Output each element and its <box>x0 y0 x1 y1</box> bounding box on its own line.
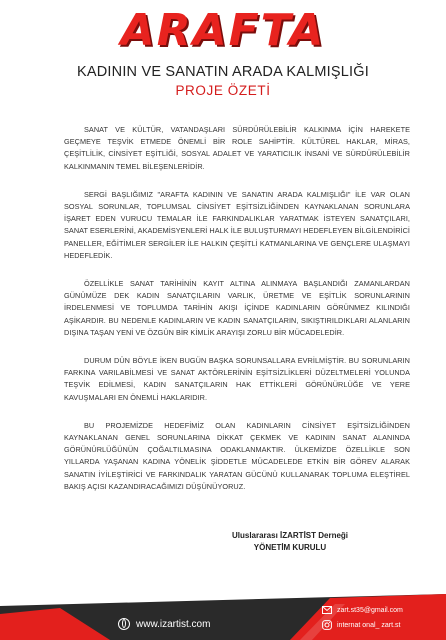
document-title: KADININ VE SANATIN ARADA KALMIŞLIĞI <box>77 64 369 80</box>
signature-board: YÖNETİM KURULU <box>253 543 327 552</box>
paragraph-1: SANAT VE KÜLTÜR, VATANDAŞLARI SÜRDÜRÜLEBİLİR KALKINMA İÇİN HAREKETE GEÇMEYE TEŞVİK ETMEDE ÖNEMLİ BİR ROLE SAHİPTİR. KÜLTÜREL HAKLAR, MİRAS, ÇEŞİTLİLİK, CİNSİYET EŞİTLİĞİ, SOSYAL ADALET VE YARATICILIK İNSANİ VE SÜRDÜRÜLEBİLİR KALKINMANIN TEMEL BİLEŞENLERİDİR. <box>64 125 410 171</box>
paragraph-5: BU PROJEMİZDE HEDEFİMİZ OLAN KADINLARIN CİNSİYET EŞİTSİZLİĞİNDEN KAYNAKLANAN GENEL SORUNLARINA DİKKAT ÇEKMEK VE KADININ SANAT ALANINDA GÖRÜNÜRLÜĞÜNÜN ÇOĞALTILMASINA ODAKLANMAKTIR. ÜLKEMİZDE ÖZELLİKLE SON YILLARDA YAŞANAN KADINA YÖNELİK ŞİDDETLE MÜCADELEDE ETKİN BİR GÖREV ALARAK SANATIN İYİLEŞTİRİCİ VE FARKINDALIK YARATAN GÜCÜNÜ KULLANARAK TOPLUMA ELEŞTİREL BAKIŞ AÇISI KAZANDIRACAĞIMIZI DÜŞÜNÜYORUZ. <box>64 420 410 491</box>
instagram-text: internat onal_ zart.st <box>337 621 401 629</box>
mail-icon <box>322 606 332 614</box>
website-text: www.izartist.com <box>136 618 211 630</box>
arafta-logo: ARAFTA <box>120 5 326 56</box>
summary-body <box>64 124 410 509</box>
document-subtitle: PROJE ÖZETİ <box>175 83 271 98</box>
globe-icon <box>118 618 130 630</box>
paragraph-4: DURUM DÜN BÖYLE İKEN BUGÜN BAŞKA SORUNSALLARA EVRİLMİŞTİR. BU SORUNLARIN FARKINA VARILABİLMESİ VE SANAT AKTÖRLERİNİN EŞİTSİZLİKLERİ DÜZELTMELERİ YOLUNDA TEŞVİK EDİLMESİ, KADIN SANATÇILARIN HAK ETTİKLERİ GÖRÜNÜRLÜĞE VE YERE KAVUŞMALARI EN ÖNEMLİ HAKLARIDIR. <box>64 356 410 402</box>
paragraph-2: SERGİ BAŞLIĞIMIZ "ARAFTA KADININ VE SANATIN ARADA KALMIŞLIĞI" İLE VAR OLAN SOSYAL SORUNLAR, TOPLUMSAL CİNSİYET EŞİTSİZLİĞİNDEN KAYNAKLANAN SORUNLARA İŞARET EDEN VURUCU TEMALAR İLE FARKINDALIKLAR YARATMAK İSTEYEN SANATÇILARI, SANAT ESERLERİNİ, AKADEMİSYENLERİ HALK İLE BULUŞTURMAYI HEDEFLEYEN BİLGİLENDİRİCİ PANELLER, EĞİTİMLER SERGİLER İLE HALKIN ÇEŞİTLİ KATMANLARINA VE GENÇLERE ULAŞMAYI HEDEFLEDİK. <box>64 189 410 260</box>
email-contact[interactable] <box>322 606 403 614</box>
signature-organization: Uluslararası İZARTİST Derneği <box>231 531 349 540</box>
signature-block <box>190 530 390 554</box>
footer-background <box>0 594 446 640</box>
footer-banner <box>0 594 446 640</box>
instagram-icon <box>322 620 332 630</box>
website-link[interactable] <box>118 618 210 630</box>
instagram-contact[interactable] <box>322 620 400 630</box>
paragraph-3: ÖZELLİKLE SANAT TARİHİNİN KAYIT ALTINA ALINMAYA BAŞLANDIĞI ZAMANLARDAN GÜNÜMÜZE DEK KADIN SANATÇILARIN VARLIK, ÜRETME VE EŞİTLİK SORUNLARININ İRDELENMESİ VE TOPLUMDA TARİHİN AKIŞI İÇİNDE KADINLARIN GÖRÜNMEZ KILINDIĞI AŞİKARDIR. BU NEDENLE KADINLARIN VE KADIN SANATÇILARIN, SIKIŞTIRILDIKLARI ALANLARIN DIŞINA TAŞAN YENİ VE ÖZGÜN BİR KİMLİK ARAYIŞI ZORLU BİR MÜCADELEDİR. <box>64 279 410 337</box>
email-text: zart.st35@gmail.com <box>337 606 403 614</box>
